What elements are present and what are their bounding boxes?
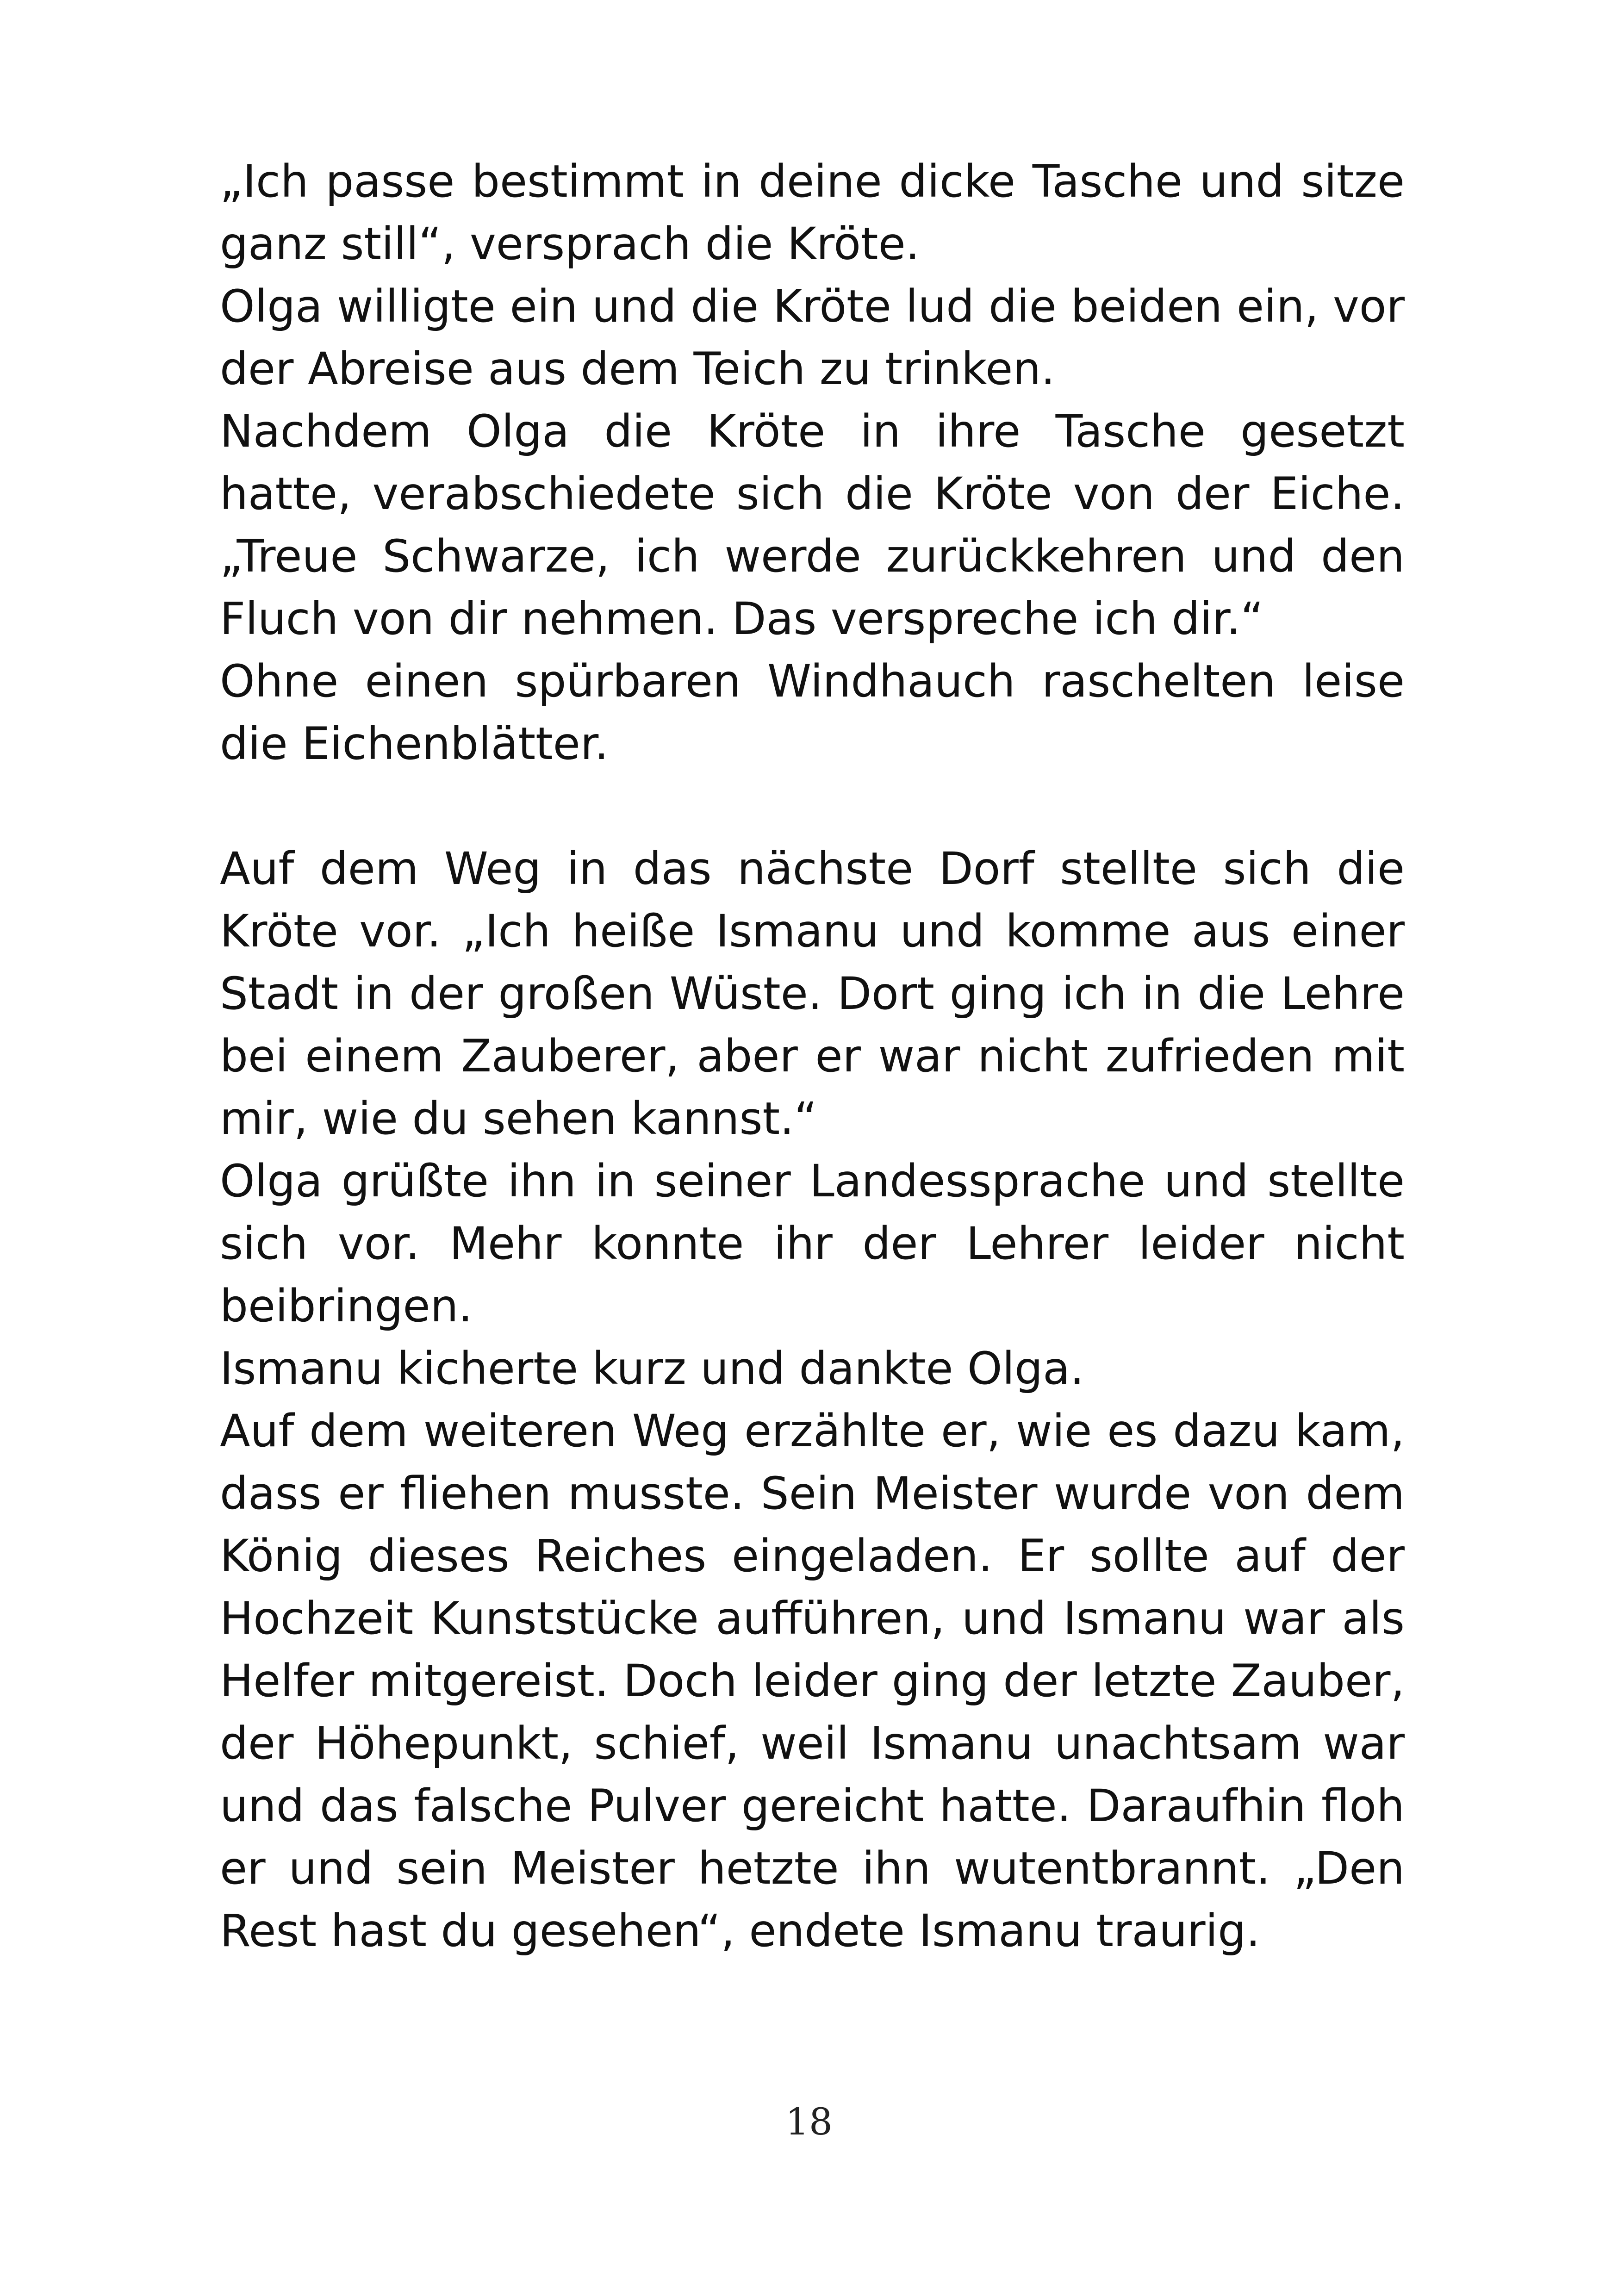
paragraph-toad-promise: „Ich passe bestimmt in deine dicke Tasche und sitze ganz still“, versprach die Kröte. [220,156,1405,270]
story-text [220,150,1405,1962]
paragraph-ismanu-thanks: Ismanu kicherte kurz und dankte Olga. [220,1343,1084,1394]
paragraph-olga-agrees: Olga willigte ein und die Kröte lud die beiden ein, vor der Abreise aus dem Teich zu trinken. [220,280,1405,395]
paragraph-olga-greeting: Olga grüßte ihn in seiner Landessprache und stellte sich vor. Mehr konnte ihr der Lehrer leider nicht beibringen. [220,1155,1405,1332]
paragraph-escape-story: Auf dem weiteren Weg erzählte er, wie es dazu kam, dass er fliehen musste. Sein Meister wurde von dem König dieses Reiches eingeladen. Er sollte auf der Hochzeit Kunststücke aufführen, und Ismanu war als Helfer mitgereist. Doch leider ging der letzte Zauber, der Höhepunkt, schief, weil Ismanu unachtsam war und das falsche Pulver gereicht hatte. Daraufhin floh er und sein Meister hetzte ihn wutentbrannt. „Den Rest hast du gesehen“, endete Ismanu traurig. [220,1405,1405,1957]
paragraph-farewell-oak: Nachdem Olga die Kröte in ihre Tasche gesetzt hatte, verabschiedete sich die Kröte von der Eiche. „Treue Schwarze, ich werde zurückkehren und den Fluch von dir nehmen. Das verspreche ich dir.“ [220,405,1405,645]
paragraph-oak-leaves: Ohne einen spürbaren Windhauch raschelten leise die Eichenblätter. [220,655,1405,770]
story-section-1 [220,150,1405,775]
page-number: 18 [785,2100,833,2143]
story-section-2 [220,838,1405,1962]
paragraph-ismanu-introduction: Auf dem Weg in das nächste Dorf stellte sich die Kröte vor. „Ich heiße Ismanu und komme aus einer Stadt in der großen Wüste. Dort ging ich in die Lehre bei einem Zauberer, aber er war nicht zufrieden mit mir, wie du sehen kannst.“ [220,843,1405,1145]
